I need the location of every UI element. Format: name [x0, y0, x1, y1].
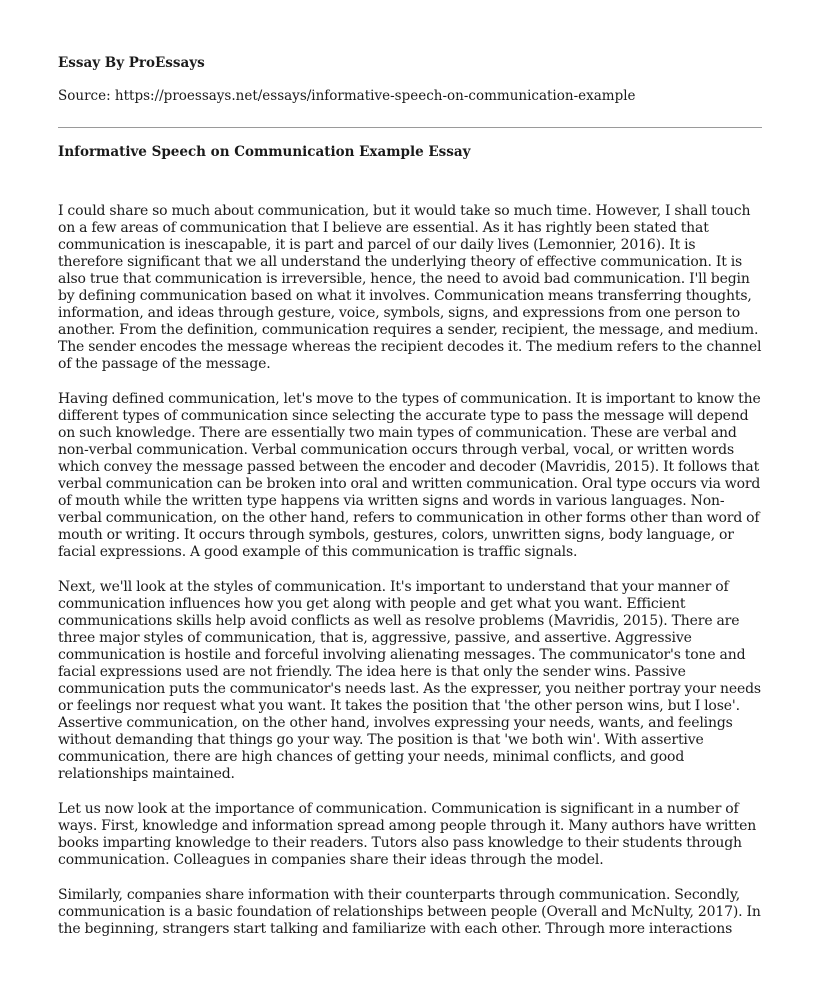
paragraph-1: I could share so much about communication, but it would take so much time. However, I shall touch on a few areas of communication that I believe are essential. As it has rightly been stated that communication is inescapable, it is part and parcel of our daily lives (Lemonnier, 2016). It is therefore significant that we all understand the underlying theory of effective communication. It is also true that communication is irreversible, hence, the need to avoid bad communication. I'll begin by defining communication based on what it involves. Communication means transferring thoughts, information, and ideas through gesture, voice, symbols, signs, and expressions from one person to another. From the definition, communication requires a sender, recipient, the message, and medium. The sender encodes the message whereas the recipient decodes it. The medium refers to the channel of the passage of the message. [58, 203, 762, 372]
paragraph-5: Similarly, companies share information with their counterparts through communication. Secondly, communication is a basic foundation of relationships between people (Overall and McNulty, 2017). In the beginning, strangers start talking and familiarize with each other. Through more interactions [58, 887, 761, 937]
essay-body [58, 203, 764, 956]
paragraph-4: Let us now look at the importance of communication. Communication is significant in a number of ways. First, knowledge and information spread among people through it. Many authors have written books imparting knowledge to their readers. Tutors also pass knowledge to their students through communication. Colleagues in companies share their ideas through the model. [58, 801, 757, 868]
header-divider [58, 127, 762, 128]
paragraph-2: Having defined communication, let's move to the types of communication. It is important to know the different types of communication since selecting the accurate type to pass the message will depend on such knowledge. There are essentially two main types of communication. These are verbal and non-verbal communication. Verbal communication occurs through verbal, vocal, or written words which convey the message passed between the encoder and decoder (Mavridis, 2015). It follows that verbal communication can be broken into oral and written communication. Oral type occurs via word of mouth while the written type happens via written signs and words in various languages. Non-verbal communication, on the other hand, refers to communication in other forms other than word of mouth or writing. It occurs through symbols, gestures, colors, unwritten signs, body language, or facial expressions. A good example of this communication is traffic signals. [58, 391, 761, 560]
essay-author-heading: Essay By ProEssays [58, 55, 205, 71]
paragraph-3: Next, we'll look at the styles of communication. It's important to understand that your manner of communication influences how you get along with people and get what you want. Efficient communications skills help avoid conflicts as well as resolve problems (Mavridis, 2015). There are three major styles of communication, that is, aggressive, passive, and assertive. Aggressive communication is hostile and forceful involving alienating messages. The communicator's tone and facial expressions used are not friendly. The idea here is that only the sender wins. Passive communication puts the communicator's needs last. As the expresser, you neither portray your needs or feelings nor request what you want. It takes the position that 'the other person wins, but I lose'. Assertive communication, on the other hand, involves expressing your needs, wants, and feelings without demanding that things go your way. The position is that 'we both win'. With assertive communication, there are high chances of getting your needs, minimal conflicts, and good relationships maintained. [58, 579, 761, 782]
source-line: Source: https://proessays.net/essays/informative-speech-on-communication-example [58, 88, 636, 104]
essay-title: Informative Speech on Communication Example Essay [58, 144, 471, 160]
